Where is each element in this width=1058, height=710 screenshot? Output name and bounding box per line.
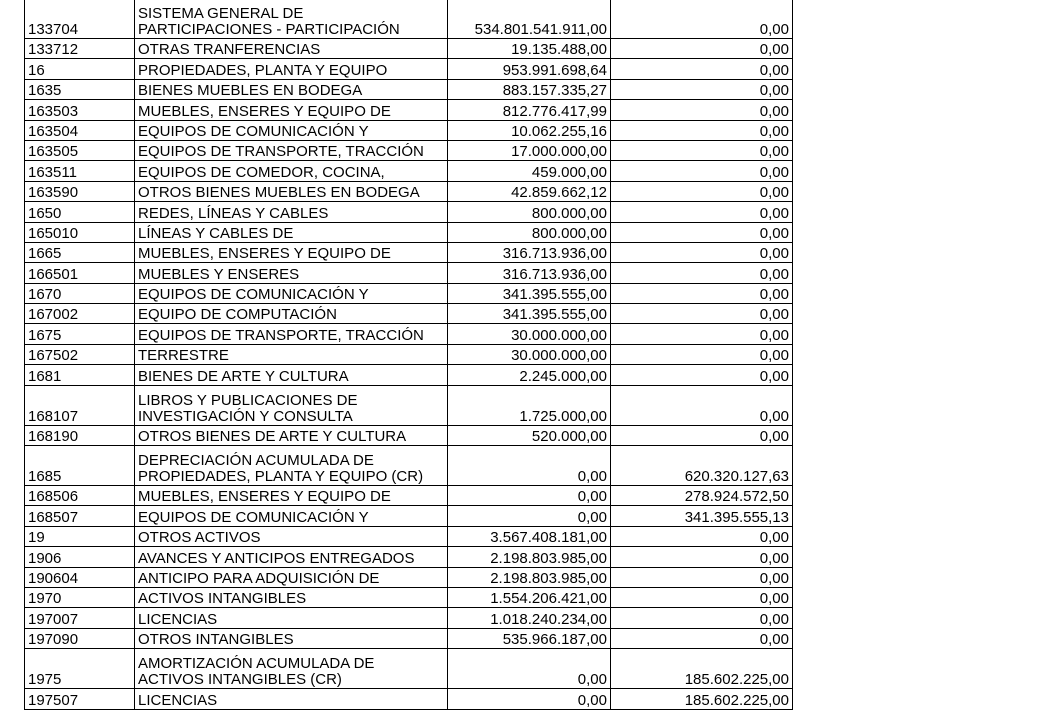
debit-amount-cell: 1.725.000,00 <box>448 385 611 425</box>
account-code-cell: 1975 <box>25 649 135 689</box>
account-description-line: SISTEMA GENERAL DE <box>138 5 304 22</box>
account-description-line: OTRAS TRANFERENCIAS <box>138 41 321 59</box>
account-code-cell: 167502 <box>25 344 135 364</box>
account-description-cell <box>135 608 448 628</box>
account-description-line: MUEBLES, ENSERES Y EQUIPO DE <box>138 488 391 506</box>
debit-amount-cell: 953.991.698,64 <box>448 59 611 79</box>
account-description-cell <box>135 100 448 120</box>
debit-amount-cell: 812.776.417,99 <box>448 100 611 120</box>
table-row <box>25 120 793 140</box>
credit-amount-cell: 0,00 <box>611 567 793 587</box>
credit-amount-cell: 620.320.127,63 <box>611 446 793 486</box>
account-description-cell <box>135 649 448 689</box>
credit-amount-cell: 0,00 <box>611 39 793 59</box>
account-code-cell: 1970 <box>25 587 135 607</box>
debit-amount-cell: 800.000,00 <box>448 202 611 222</box>
account-description-line: PARTICIPACIONES - PARTICIPACIÓN <box>138 21 400 38</box>
table-row <box>25 283 793 303</box>
credit-amount-cell: 278.924.572,50 <box>611 486 793 506</box>
account-description-line: LIBROS Y PUBLICACIONES DE <box>138 391 358 409</box>
credit-amount-cell: 0,00 <box>611 0 793 39</box>
account-description-line: LICENCIAS <box>138 691 218 709</box>
debit-amount-cell: 3.567.408.181,00 <box>448 526 611 546</box>
debit-amount-cell: 534.801.541.911,00 <box>448 0 611 39</box>
account-code-cell: 163503 <box>25 100 135 120</box>
account-code-cell: 16 <box>25 59 135 79</box>
table-row <box>25 628 793 648</box>
table-row <box>25 304 793 324</box>
account-description-line: EQUIPOS DE TRANSPORTE, TRACCIÓN <box>138 326 424 344</box>
debit-amount-cell: 0,00 <box>448 506 611 526</box>
credit-amount-cell: 0,00 <box>611 608 793 628</box>
account-description-line: MUEBLES Y ENSERES <box>138 265 300 283</box>
debit-amount-cell: 1.018.240.234,00 <box>448 608 611 628</box>
table-row <box>25 0 793 39</box>
credit-amount-cell: 0,00 <box>611 79 793 99</box>
account-description-cell <box>135 161 448 181</box>
account-description-cell <box>135 222 448 242</box>
credit-amount-cell: 0,00 <box>611 344 793 364</box>
table-row <box>25 547 793 567</box>
credit-amount-cell: 0,00 <box>611 202 793 222</box>
account-description-cell <box>135 344 448 364</box>
account-code-cell: 1675 <box>25 324 135 344</box>
debit-amount-cell: 0,00 <box>448 649 611 689</box>
account-description-line: INVESTIGACIÓN Y CONSULTA <box>138 407 353 425</box>
credit-amount-cell: 0,00 <box>611 283 793 303</box>
account-description-line: OTROS ACTIVOS <box>138 529 261 547</box>
debit-amount-cell: 800.000,00 <box>448 222 611 242</box>
account-code-cell: 197007 <box>25 608 135 628</box>
account-code-cell: 166501 <box>25 263 135 283</box>
credit-amount-cell: 0,00 <box>611 324 793 344</box>
account-code-cell: 1670 <box>25 283 135 303</box>
table-row <box>25 344 793 364</box>
account-description-cell <box>135 547 448 567</box>
account-description-line: LÍNEAS Y CABLES DE <box>138 224 294 242</box>
account-description-cell <box>135 486 448 506</box>
account-code-cell: 1906 <box>25 547 135 567</box>
account-code-cell: 1635 <box>25 79 135 99</box>
account-description-cell <box>135 324 448 344</box>
credit-amount-cell: 0,00 <box>611 628 793 648</box>
account-description-line: EQUIPOS DE COMEDOR, COCINA, <box>138 163 385 181</box>
debit-amount-cell: 42.859.662,12 <box>448 181 611 201</box>
account-code-cell: 190604 <box>25 567 135 587</box>
table-row <box>25 242 793 262</box>
account-description-line: OTROS INTANGIBLES <box>138 631 294 649</box>
account-code-cell: 1681 <box>25 365 135 385</box>
table-row <box>25 425 793 445</box>
debit-amount-cell: 2.198.803.985,00 <box>448 547 611 567</box>
account-code-cell: 1665 <box>25 242 135 262</box>
account-description-cell <box>135 587 448 607</box>
credit-amount-cell: 0,00 <box>611 161 793 181</box>
credit-amount-cell: 341.395.555,13 <box>611 506 793 526</box>
account-description-cell <box>135 283 448 303</box>
account-description-line: ANTICIPO PARA ADQUISICIÓN DE <box>138 569 380 587</box>
account-description-line: PROPIEDADES, PLANTA Y EQUIPO (CR) <box>138 468 424 486</box>
accounts-table-body <box>25 0 793 709</box>
account-description-line: BIENES DE ARTE Y CULTURA <box>138 367 349 385</box>
account-description-cell <box>135 506 448 526</box>
account-description-cell <box>135 202 448 222</box>
account-code-cell: 197090 <box>25 628 135 648</box>
account-description-line: EQUIPOS DE TRANSPORTE, TRACCIÓN <box>138 143 424 161</box>
account-code-cell: 163511 <box>25 161 135 181</box>
account-description-line: DEPRECIACIÓN ACUMULADA DE <box>138 452 374 470</box>
account-code-cell: 163505 <box>25 140 135 160</box>
credit-amount-cell: 0,00 <box>611 120 793 140</box>
account-description-line: EQUIPOS DE COMUNICACIÓN Y <box>138 508 369 526</box>
debit-amount-cell: 0,00 <box>448 689 611 709</box>
account-description-cell <box>135 242 448 262</box>
table-row <box>25 79 793 99</box>
table-row <box>25 689 793 709</box>
debit-amount-cell: 10.062.255,16 <box>448 120 611 140</box>
account-description-cell <box>135 425 448 445</box>
account-description-line: AMORTIZACIÓN ACUMULADA DE <box>138 655 375 673</box>
account-code-cell: 19 <box>25 526 135 546</box>
credit-amount-cell: 0,00 <box>611 365 793 385</box>
account-description-line: OTROS BIENES DE ARTE Y CULTURA <box>138 428 407 446</box>
account-description-line: ACTIVOS INTANGIBLES (CR) <box>138 671 342 689</box>
account-code-cell: 168506 <box>25 486 135 506</box>
account-description-line: EQUIPO DE COMPUTACIÓN <box>138 306 337 324</box>
debit-amount-cell: 316.713.936,00 <box>448 242 611 262</box>
table-row <box>25 486 793 506</box>
account-description-line: EQUIPOS DE COMUNICACIÓN Y <box>138 122 369 140</box>
account-description-line: REDES, LÍNEAS Y CABLES <box>138 204 329 222</box>
account-description-cell <box>135 79 448 99</box>
account-description-cell <box>135 39 448 59</box>
debit-amount-cell: 30.000.000,00 <box>448 344 611 364</box>
debit-amount-cell: 341.395.555,00 <box>448 304 611 324</box>
accounts-table <box>24 0 793 710</box>
account-description-cell <box>135 59 448 79</box>
table-row <box>25 526 793 546</box>
credit-amount-cell: 0,00 <box>611 547 793 567</box>
account-description-cell <box>135 140 448 160</box>
debit-amount-cell: 341.395.555,00 <box>448 283 611 303</box>
debit-amount-cell: 0,00 <box>448 486 611 506</box>
account-code-cell: 163504 <box>25 120 135 140</box>
account-description-line: EQUIPOS DE COMUNICACIÓN Y <box>138 286 369 304</box>
table-row <box>25 649 793 689</box>
account-description-line: TERRESTRE <box>138 347 229 365</box>
account-code-cell: 1650 <box>25 202 135 222</box>
debit-amount-cell: 30.000.000,00 <box>448 324 611 344</box>
table-row <box>25 446 793 486</box>
account-description-line: PROPIEDADES, PLANTA Y EQUIPO <box>138 61 388 79</box>
account-code-cell: 168107 <box>25 385 135 425</box>
credit-amount-cell: 0,00 <box>611 59 793 79</box>
account-description-cell <box>135 567 448 587</box>
table-row <box>25 222 793 242</box>
debit-amount-cell: 17.000.000,00 <box>448 140 611 160</box>
account-code-cell: 197507 <box>25 689 135 709</box>
debit-amount-cell: 2.198.803.985,00 <box>448 567 611 587</box>
debit-amount-cell: 2.245.000,00 <box>448 365 611 385</box>
account-description-cell <box>135 365 448 385</box>
account-description-cell <box>135 304 448 324</box>
table-row <box>25 365 793 385</box>
account-description-line: ACTIVOS INTANGIBLES <box>138 590 307 608</box>
account-description-cell <box>135 181 448 201</box>
account-code-cell: 133712 <box>25 39 135 59</box>
account-description-line: BIENES MUEBLES EN BODEGA <box>138 82 363 100</box>
table-row <box>25 59 793 79</box>
account-description-cell <box>135 446 448 486</box>
table-row <box>25 140 793 160</box>
debit-amount-cell: 459.000,00 <box>448 161 611 181</box>
credit-amount-cell: 0,00 <box>611 425 793 445</box>
credit-amount-cell: 0,00 <box>611 304 793 324</box>
table-row <box>25 181 793 201</box>
account-code-cell: 168507 <box>25 506 135 526</box>
credit-amount-cell: 185.602.225,00 <box>611 689 793 709</box>
credit-amount-cell: 0,00 <box>611 140 793 160</box>
table-row <box>25 567 793 587</box>
account-description-line: MUEBLES, ENSERES Y EQUIPO DE <box>138 102 391 120</box>
debit-amount-cell: 1.554.206.421,00 <box>448 587 611 607</box>
account-description-cell <box>135 526 448 546</box>
table-row <box>25 161 793 181</box>
account-description-cell <box>135 0 448 39</box>
account-code-cell: 168190 <box>25 425 135 445</box>
table-row <box>25 202 793 222</box>
account-description-cell <box>135 263 448 283</box>
account-description-cell <box>135 689 448 709</box>
account-description-cell <box>135 120 448 140</box>
credit-amount-cell: 0,00 <box>611 587 793 607</box>
account-description-cell <box>135 385 448 425</box>
debit-amount-cell: 883.157.335,27 <box>448 79 611 99</box>
credit-amount-cell: 0,00 <box>611 222 793 242</box>
credit-amount-cell: 0,00 <box>611 385 793 425</box>
account-code-cell: 163590 <box>25 181 135 201</box>
credit-amount-cell: 185.602.225,00 <box>611 649 793 689</box>
table-row <box>25 385 793 425</box>
account-description-cell <box>135 628 448 648</box>
table-row <box>25 587 793 607</box>
credit-amount-cell: 0,00 <box>611 181 793 201</box>
debit-amount-cell: 520.000,00 <box>448 425 611 445</box>
table-row <box>25 506 793 526</box>
credit-amount-cell: 0,00 <box>611 242 793 262</box>
account-description-line: LICENCIAS <box>138 610 218 628</box>
credit-amount-cell: 0,00 <box>611 526 793 546</box>
credit-amount-cell: 0,00 <box>611 263 793 283</box>
table-row <box>25 608 793 628</box>
account-description-line: AVANCES Y ANTICIPOS ENTREGADOS <box>138 549 415 567</box>
table-row <box>25 324 793 344</box>
credit-amount-cell: 0,00 <box>611 100 793 120</box>
account-code-cell: 1685 <box>25 446 135 486</box>
account-code-cell: 133704 <box>25 0 135 39</box>
debit-amount-cell: 0,00 <box>448 446 611 486</box>
debit-amount-cell: 535.966.187,00 <box>448 628 611 648</box>
table-row <box>25 39 793 59</box>
account-description-line: MUEBLES, ENSERES Y EQUIPO DE <box>138 245 391 263</box>
debit-amount-cell: 316.713.936,00 <box>448 263 611 283</box>
table-row <box>25 100 793 120</box>
account-description-line: OTROS BIENES MUEBLES EN BODEGA <box>138 184 420 202</box>
table-row <box>25 263 793 283</box>
account-code-cell: 167002 <box>25 304 135 324</box>
account-code-cell: 165010 <box>25 222 135 242</box>
debit-amount-cell: 19.135.488,00 <box>448 39 611 59</box>
